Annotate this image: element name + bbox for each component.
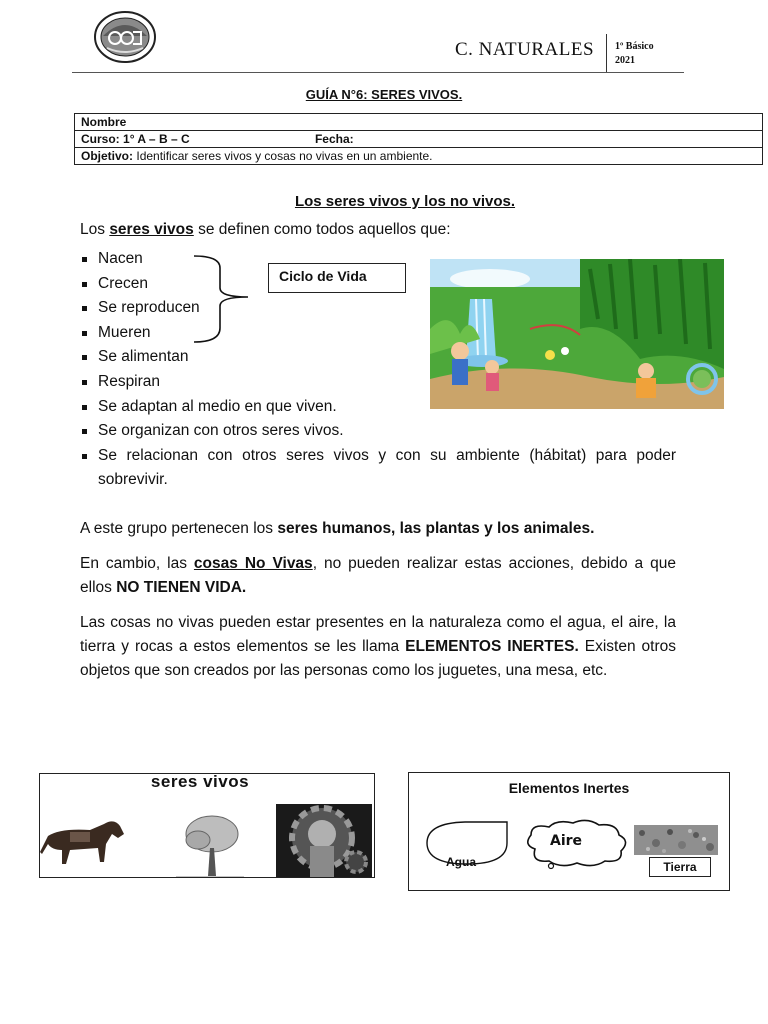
subject-title: C. NATURALES	[455, 39, 595, 60]
student-info-table	[74, 113, 763, 165]
soil-texture-image	[634, 825, 718, 855]
para3-bold: ELEMENTOS INERTES.	[405, 638, 579, 655]
ciclo-de-vida-label: Ciclo de Vida	[268, 263, 406, 293]
elementos-inertes-title: Elementos Inertes	[508, 780, 630, 796]
year-label: 2021	[615, 55, 635, 66]
curso-label: Curso:	[81, 132, 120, 146]
para-inertes	[80, 611, 676, 683]
list-item: Se organizan con otros seres vivos.	[80, 419, 676, 444]
header-rule	[72, 72, 684, 73]
para2-mid: , no pueden realizar estas acciones, debido a que ellos	[80, 555, 676, 596]
seres-vivos-box	[39, 773, 375, 878]
para1-pre: A este grupo pertenecen los	[80, 520, 278, 537]
person-gear-image	[276, 804, 372, 878]
grade-label: 1º Básico	[615, 41, 654, 52]
list-item: Se reproducen	[80, 296, 676, 321]
agua-label: Agua	[446, 855, 476, 869]
tree-image	[174, 814, 246, 878]
school-logo	[93, 10, 157, 64]
curso-fecha-row	[75, 131, 763, 148]
list-item: Mueren	[80, 321, 676, 346]
para-groups	[80, 517, 676, 541]
curso-value: 1° A – B – C	[123, 132, 190, 146]
grade-year	[615, 40, 654, 68]
para3-post: Existen otros objetos que son creados por las personas como los juguetes, una mesa, etc.	[80, 638, 676, 679]
list-item: Se alimentan	[80, 345, 676, 370]
fecha-field[interactable]: Fecha:	[314, 132, 354, 146]
guide-title: GUÍA N°6: SERES VIVOS.	[305, 87, 463, 102]
aire-label: Aire	[550, 833, 583, 849]
horse-image	[40, 814, 130, 878]
section-title: Los seres vivos y los no vivos.	[294, 193, 516, 210]
para2-pre: En cambio, las	[80, 555, 194, 572]
objetivo-label: Objetivo:	[81, 149, 134, 163]
para2-bold: NO TIENEN VIDA.	[116, 579, 247, 596]
seres-vivos-title: seres vivos	[150, 773, 250, 791]
intro-paragraph	[80, 218, 676, 242]
intro-post: se definen como todos aquellos que:	[193, 221, 451, 238]
list-item: Respiran	[80, 370, 676, 395]
objetivo-value: Identificar seres vivos y cosas no vivas en un ambiente.	[136, 149, 433, 163]
nombre-field[interactable]: Nombre	[75, 114, 763, 131]
list-item: Crecen	[80, 272, 676, 297]
list-item: Se relacionan con otros seres vivos y con su ambiente (hábitat) para poder sobrevivir.	[80, 444, 676, 493]
intro-term: seres vivos	[109, 221, 194, 238]
tierra-label: Tierra	[649, 857, 711, 877]
list-item: Nacen	[80, 247, 676, 272]
forest-scene-image	[430, 259, 724, 409]
header-divider	[606, 34, 607, 72]
para3-pre: Las cosas no vivas pueden estar presentes en la naturaleza como el agua, el aire, la tierra y rocas a estos elementos se les llama	[80, 614, 676, 655]
para2-term: cosas No Vivas	[193, 555, 313, 572]
elementos-inertes-box	[408, 772, 730, 891]
para1-bold: seres humanos, las plantas y los animales.	[277, 520, 595, 537]
list-item: Se adaptan al medio en que viven.	[80, 395, 676, 420]
para-no-vivas	[80, 552, 676, 600]
curly-brace	[190, 254, 250, 344]
objetivo-row	[75, 148, 763, 165]
intro-pre: Los	[80, 221, 110, 238]
